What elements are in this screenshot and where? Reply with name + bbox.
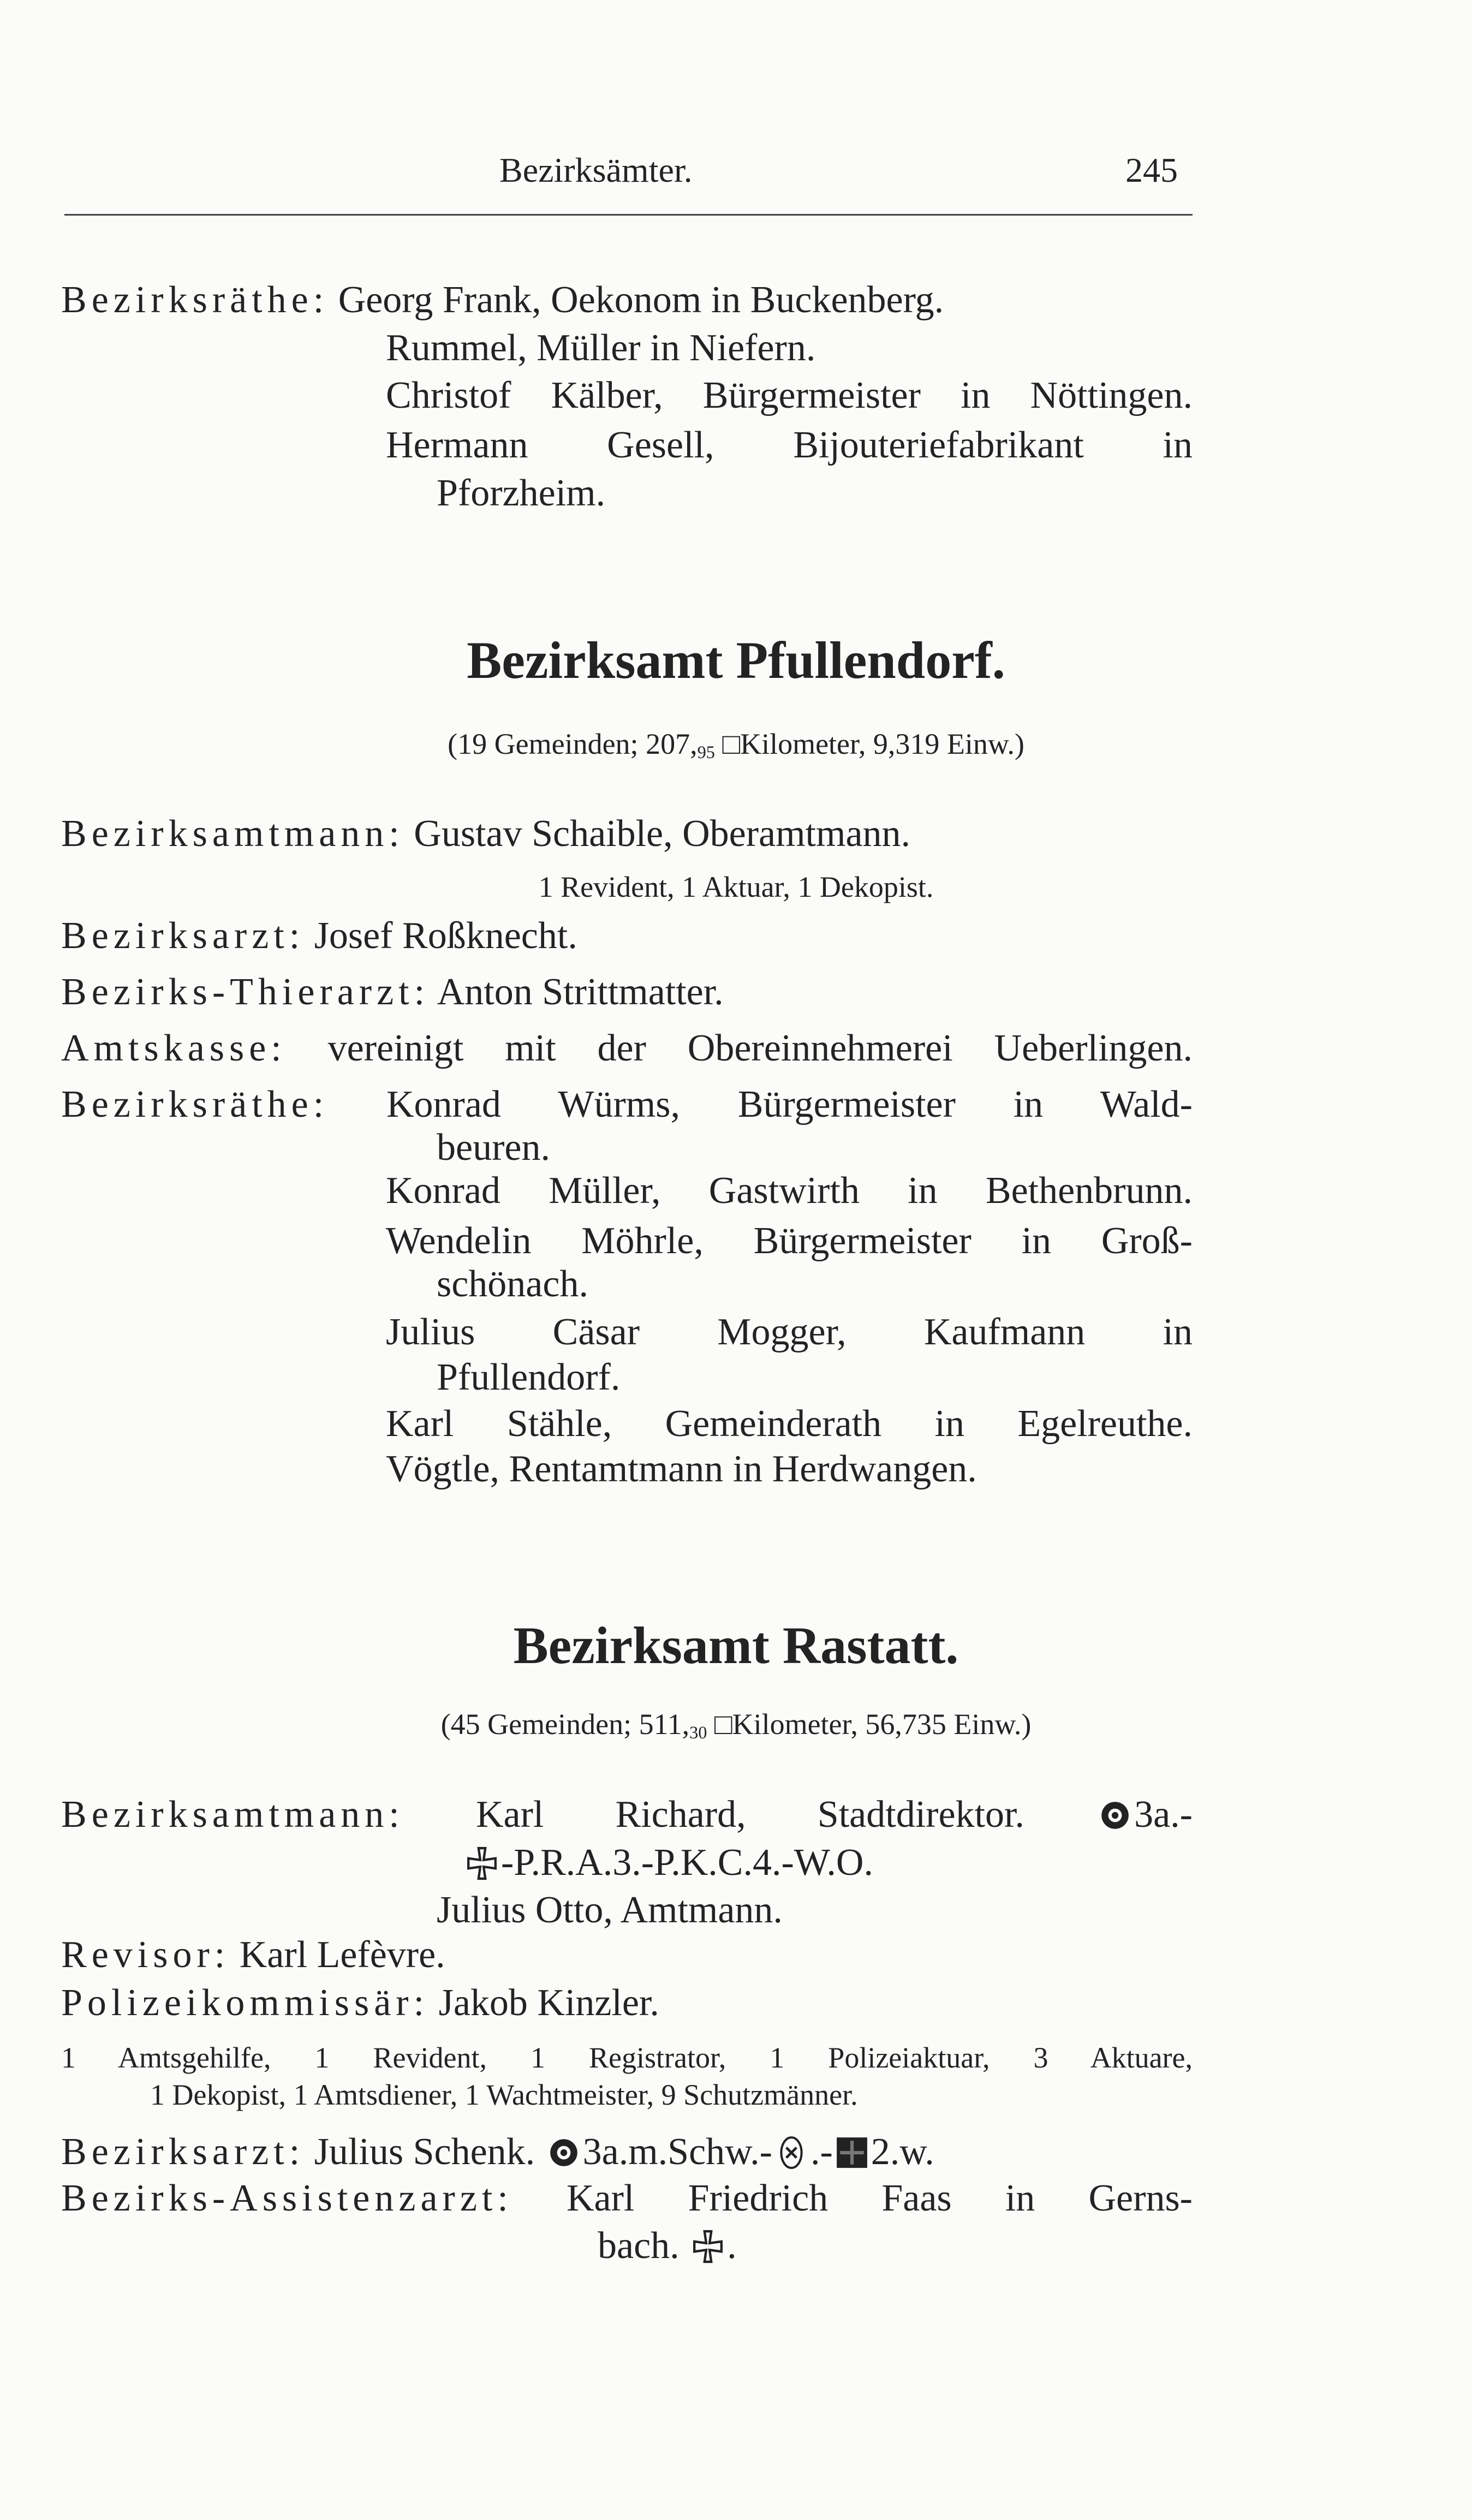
entry xyxy=(598,2221,737,2271)
entry: Jakob Kinzler. xyxy=(429,1982,659,2024)
staff-line: 1 Revident, 1 Aktuar, 1 Dekopist. xyxy=(538,871,934,903)
header-rule xyxy=(64,214,1193,216)
entry: Julius Cäsar Mogger, Kaufmann in xyxy=(386,1311,1193,1353)
thierarzt-line xyxy=(61,968,724,1017)
cross-pattee-icon xyxy=(465,1846,499,1880)
section-title-pfullendorf: Bezirksamt Pfullendorf. xyxy=(467,631,1005,689)
staff-line: 1 Amtsgehilfe, 1 Revident, 1 Registrator, 1 Polizeiaktuar, 3 Aktuare, xyxy=(61,2041,1193,2074)
entry: schönach. xyxy=(437,1263,588,1305)
entry: Josef Roßknecht. xyxy=(305,915,577,957)
assistenzarzt-line xyxy=(61,2174,1193,2223)
entry: Karl Stähle, Gemeinderath in Egelreuthe. xyxy=(386,1403,1193,1445)
stats-pfullendorf xyxy=(0,725,1472,763)
cross-pattee-icon xyxy=(691,2230,725,2263)
entry: Karl Lefèvre. xyxy=(230,1934,445,1976)
label: Bezirksamtmann: xyxy=(61,813,404,855)
entry: Julius Schenk. xyxy=(305,2131,535,2173)
entry: Wendelin Möhrle, Bürgermeister in Groß- xyxy=(386,1220,1193,1262)
stats-sub: 95 xyxy=(697,743,715,763)
order-abbrev: .- xyxy=(810,2131,833,2173)
entry: vereinigt mit der Obereinnehmerei Ueberlingen. xyxy=(286,1027,1193,1069)
revisor-line xyxy=(61,1931,445,1980)
label: Bezirksarzt: xyxy=(61,2131,305,2173)
zaehringer-lion-order-icon xyxy=(1098,1798,1132,1832)
label: Amtskasse: xyxy=(61,1027,287,1069)
label: Bezirksräthe: xyxy=(61,279,329,321)
entry: Rummel, Müller in Niefern. xyxy=(386,327,816,369)
amtmann-line xyxy=(61,809,910,859)
running-title: Bezirksämter. xyxy=(499,151,693,189)
iron-cross-icon xyxy=(835,2136,869,2170)
order-abbrev: 2.w. xyxy=(871,2131,934,2173)
entry: Anton Strittmatter. xyxy=(430,971,724,1013)
stats-text: □Kilometer, 9,319 Einw.) xyxy=(714,728,1024,760)
entry-text: bach. xyxy=(598,2225,680,2267)
label: Bezirks-Thierarzt: xyxy=(61,971,430,1013)
arzt-line xyxy=(61,912,577,961)
entry: Karl Friedrich Faas in Gerns- xyxy=(512,2177,1193,2219)
entry: Hermann Gesell, Bijouteriefabrikant in xyxy=(386,424,1193,466)
label: Revisor: xyxy=(61,1934,230,1976)
label: Bezirksräthe: xyxy=(61,1083,329,1125)
stats-text: □Kilometer, 56,735 Einw.) xyxy=(707,1708,1032,1741)
stats-rastatt xyxy=(0,1705,1472,1743)
order-abbrev: -P.R.A.3.-P.K.C.4.-W.O. xyxy=(501,1842,873,1884)
raethe-line xyxy=(61,1080,1193,1129)
amtmann-line xyxy=(61,1790,1193,1839)
order-abbrev: 3a.- xyxy=(1134,1794,1193,1836)
entry: Konrad Würms, Bürgermeister in Wald- xyxy=(329,1083,1193,1125)
kasse-line xyxy=(61,1024,1193,1073)
page-number: 245 xyxy=(1125,151,1178,189)
label: Bezirks-Assistenzarzt: xyxy=(61,2177,513,2219)
entry: Christof Kälber, Bürgermeister in Nöttingen. xyxy=(386,374,1193,416)
staff-line: 1 Dekopist, 1 Amtsdiener, 1 Wachtmeister, 9 Schutzmänner. xyxy=(150,2078,858,2111)
section-title-rastatt: Bezirksamt Rastatt. xyxy=(513,1616,959,1675)
stats-sub: 30 xyxy=(689,1723,707,1743)
stats-text: (45 Gemeinden; 511, xyxy=(440,1708,690,1741)
polizei-line xyxy=(61,1979,659,2028)
label: Bezirksamtmann: xyxy=(61,1794,404,1836)
stats-text: (19 Gemeinden; 207, xyxy=(448,728,698,760)
entry-text: . xyxy=(727,2225,737,2267)
orders-line xyxy=(463,1838,873,1887)
order-abbrev: 3a.m.Schw.- xyxy=(582,2131,772,2173)
entry: Gustav Schaible, Oberamtmann. xyxy=(404,813,911,855)
entry: Georg Frank, Oekonom in Buckenberg. xyxy=(338,279,944,321)
entry: Karl Richard, Stadtdirektor. xyxy=(404,1794,1024,1836)
bezirksraethe-line xyxy=(61,276,944,325)
label: Bezirksarzt: xyxy=(61,915,305,957)
entry: Julius Otto, Amtmann. xyxy=(437,1889,783,1931)
arzt-line xyxy=(61,2128,934,2177)
entry: Pforzheim. xyxy=(437,472,606,514)
circled-x-icon xyxy=(774,2136,808,2170)
entry: Konrad Müller, Gastwirth in Bethenbrunn. xyxy=(386,1170,1193,1212)
entry: Vögtle, Rentamtmann in Herdwangen. xyxy=(386,1448,977,1490)
zaehringer-lion-order-icon xyxy=(547,2136,581,2170)
label: Polizeikommissär: xyxy=(61,1982,430,2024)
entry: Pfullendorf. xyxy=(437,1356,621,1398)
entry: beuren. xyxy=(437,1127,550,1169)
